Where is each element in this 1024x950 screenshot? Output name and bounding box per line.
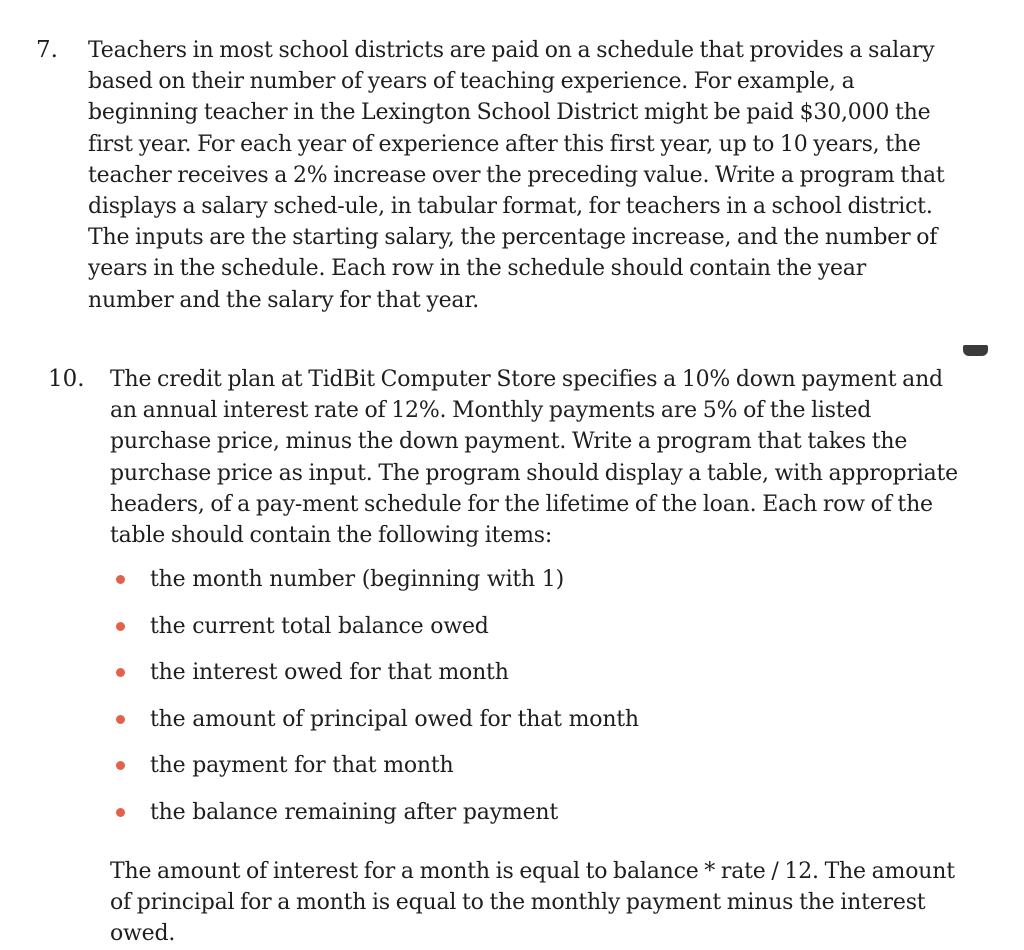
list-item: the payment for that month xyxy=(110,750,639,797)
scrollbar-thumb[interactable] xyxy=(963,345,988,356)
list-item: the interest owed for that month xyxy=(110,657,639,704)
problem-number: 7. xyxy=(36,37,58,63)
bullet-icon xyxy=(116,575,125,584)
problem-number: 10. xyxy=(48,366,85,392)
bullet-icon xyxy=(116,761,125,770)
list-item: the balance remaining after payment xyxy=(110,797,639,844)
table-items-list xyxy=(110,564,639,844)
bullet-icon xyxy=(116,622,125,631)
list-item: the current total balance owed xyxy=(110,611,639,658)
problem-intro-text: The credit plan at TidBit Computer Store specifies a 10% down payment and an annual interest rate of 12%. Monthly payments are 5% of the listed purchase price, minus the down payment. Write a program that takes the purchase price as input. The program should display a table, with appropriate headers, of a pay-ment schedule for the lifetime of the loan. Each row of the table should contain the following items: xyxy=(110,367,958,549)
bullet-icon xyxy=(116,715,125,724)
list-item: the amount of principal owed for that month xyxy=(110,704,639,751)
problem-text: Teachers in most school districts are paid on a schedule that provides a salary based on their number of years of teaching experience. For example, a beginning teacher in the Lexington School District might be paid $30,000 the first year. For each year of experience after this first year, up to 10 years, the teacher receives a 2% increase over the preceding value. Write a program that displays a salary sched-ule, in tabular format, for teachers in a school district. The inputs are the starting salary, the percentage increase, and the number of years in the schedule. Each row in the schedule should contain the year number and the salary for that year. xyxy=(88,38,945,313)
problem-closing-text: The amount of interest for a month is equal to balance * rate / 12. The amount of principal for a month is equal to the monthly payment minus the interest owed. xyxy=(110,859,955,947)
bullet-icon xyxy=(116,668,125,677)
list-item: the month number (beginning with 1) xyxy=(110,564,639,611)
bullet-icon xyxy=(116,808,125,817)
